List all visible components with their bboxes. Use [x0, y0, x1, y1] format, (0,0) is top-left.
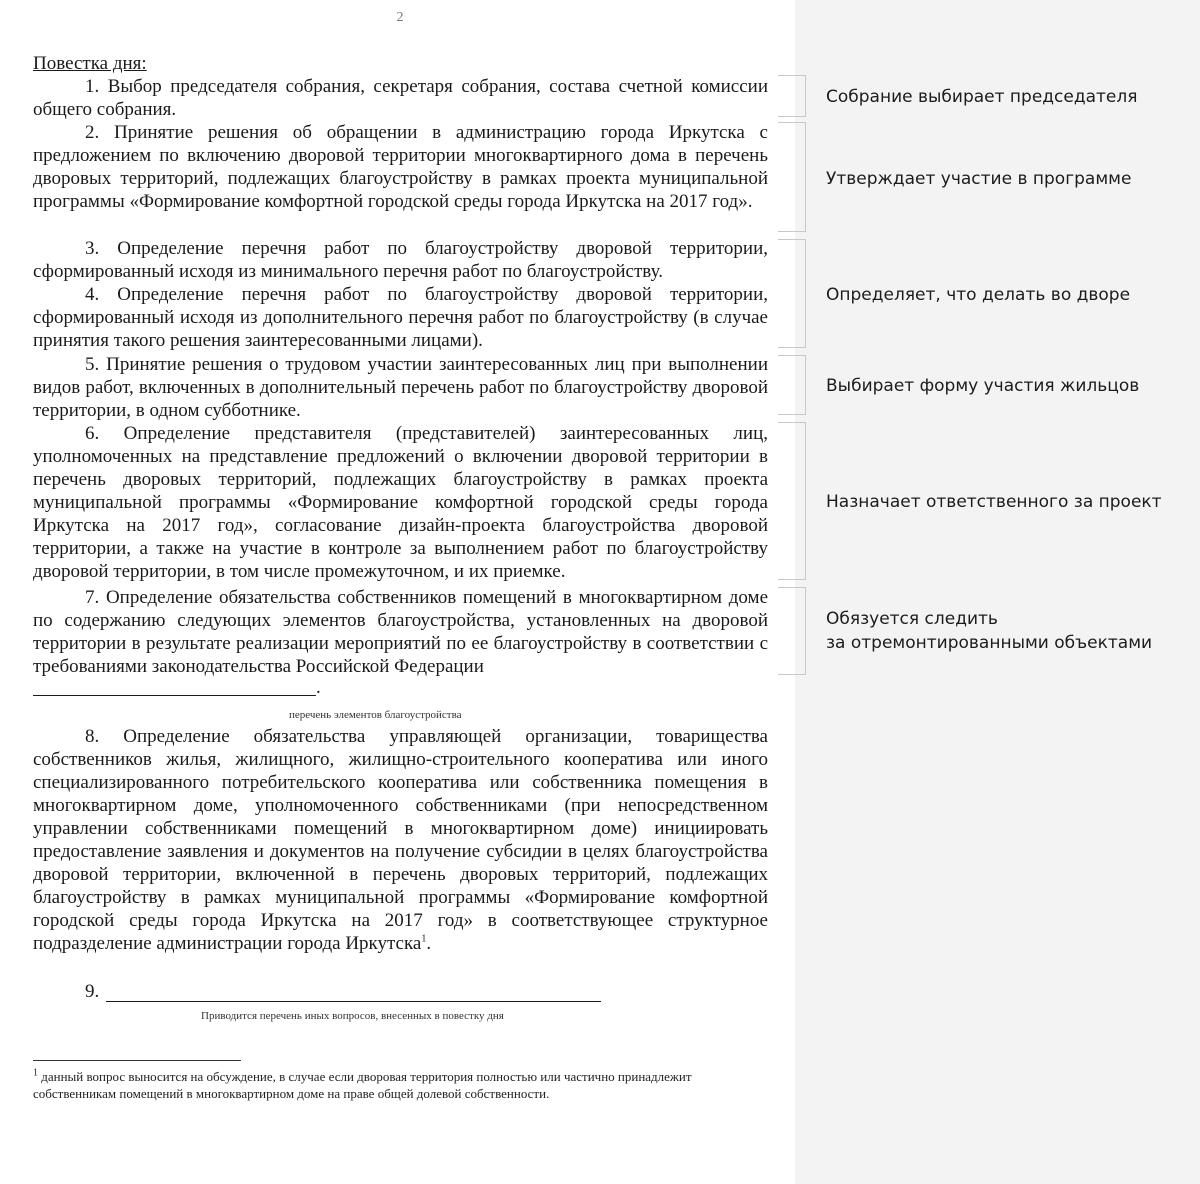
agenda-item-1: 1. Выбор председателя собрания, секретаря собрания, состава счетной комиссии общего собрания.: [33, 76, 768, 120]
agenda-item-6: 6. Определение представителя (представителей) заинтересованных лиц, уполномоченных на представление предложений о включении дворовой территории в перечень дворовых территорий, подлежащих благоустройству в рамках проекта муниципальной программы «Формирование комфортной городской среды города Иркутска на 2017 год», согласование дизайн-проекта благоустройства дворовой территории, а также на участие в контроле за выполнением работ по благоустройству дворовой территории, в том числе промежуточном, и их приемке.: [33, 423, 768, 582]
bracket-2: [778, 122, 806, 232]
item-7-blank-line: [33, 695, 316, 696]
footnote-separator: [33, 1060, 241, 1061]
agenda-item-7: 7. Определение обязательства собственников помещений в многоквартирном доме по содержанию следующих элементов благоустройства, установленных на дворовой территории в результате реализации мероприятий по ее благоустройству в соответствии с требованиями законодательства Российской Федерации: [33, 587, 768, 677]
bracket-5: [778, 422, 806, 580]
page-number: 2: [396, 10, 404, 25]
annotation-representative: Назначает ответственного за проект: [826, 492, 1162, 512]
annotation-works: Определяет, что делать во дворе: [826, 285, 1131, 305]
annotation-participation: Выбирает форму участия жильцов: [826, 376, 1140, 396]
agenda-item-9-caption: Приводится перечень иных вопросов, внесенных в повестку дня: [201, 1010, 504, 1022]
bracket-4: [778, 355, 806, 415]
bracket-3: [778, 239, 806, 348]
agenda-item-3: 3. Определение перечня работ по благоустройству дворовой территории, сформированный исходя из минимального перечня работ по благоустройству.: [33, 238, 768, 282]
agenda-item-9-blank-line: [106, 1001, 601, 1002]
bracket-6: [778, 587, 806, 675]
annotation-maintenance: Обязуется следить за отремонтированными объектами: [826, 609, 1153, 653]
annotation-program: Утверждает участие в программе: [826, 169, 1132, 189]
agenda-heading: Повестка дня:: [33, 53, 147, 74]
annotation-chairman: Собрание выбирает председателя: [826, 87, 1138, 107]
agenda-item-8-period: .: [426, 933, 432, 954]
footnote-mark: 1: [33, 1067, 38, 1079]
footnote-reference: 1: [421, 933, 427, 945]
agenda-item-9-number: 9.: [85, 981, 100, 1002]
footnote-text: данный вопрос выносится на обсуждение, в случае если дворовая территория полностью или частично принадлежит собственникам помещений в многоквартирном доме на праве общей долевой собственности.: [33, 1069, 692, 1101]
agenda-item-5: 5. Принятие решения о трудовом участии заинтересованных лиц при выполнении видов работ, включенных в дополнительный перечень работ по благоустройству дворовой территории, в одном субботнике.: [33, 354, 768, 421]
footnote: [33, 1068, 773, 1102]
agenda-item-8: [33, 725, 768, 955]
bracket-1: [778, 75, 806, 117]
item-7-blank-dot: .: [316, 677, 321, 698]
agenda-item-8-text: 8. Определение обязательства управляющей организации, товарищества собственников жилья, жилищного, жилищно-строительного кооператива или иного специализированного потребительского кооператива или собственника помещения в многоквартирном доме, уполномоченного собственниками (при непосредственном управлении собственниками помещений в многоквартирном доме) инициировать предоставление заявления и документов на получение субсидии в целях благоустройства дворовой территории, включенной в перечень дворовых территорий, подлежащих благоустройству в рамках муниципальной программы «Формирование комфортной городской среды города Иркутска на 2017 год» в соответствующее структурное подразделение администрации города Иркутска: [33, 726, 768, 954]
agenda-item-2: 2. Принятие решения об обращении в администрацию города Иркутска с предложением по включению дворовой территории многоквартирного дома в перечень дворовых территорий, подлежащих благоустройству в рамках проекта муниципальной программы «Формирование комфортной городской среды города Иркутска на 2017 год».: [33, 122, 768, 212]
agenda-item-4: 4. Определение перечня работ по благоустройству дворовой территории, сформированный исходя из дополнительного перечня работ по благоустройству (в случае принятия такого решения заинтересованными лицами).: [33, 284, 768, 351]
item-7-blank-caption: перечень элементов благоустройства: [289, 709, 462, 721]
